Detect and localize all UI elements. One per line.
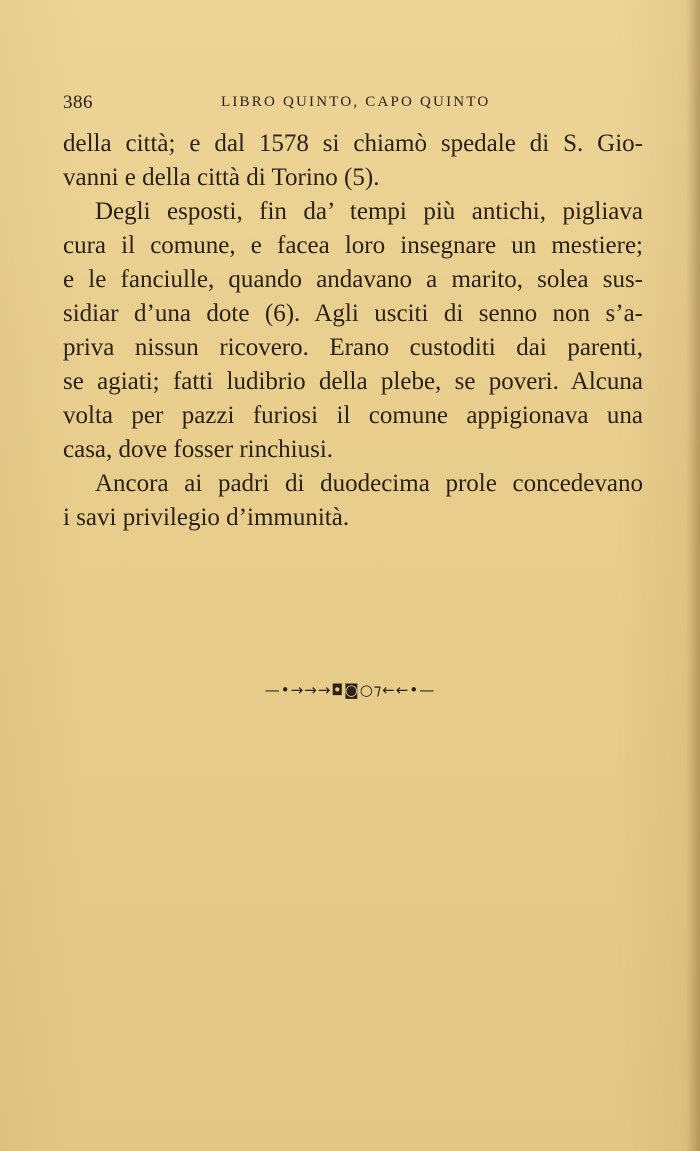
text-line: i savi privilegio d’immunità. [63,504,350,531]
running-head [63,92,643,114]
text-line: priva nissun ricovero. Erano custoditi dai parenti, [63,334,643,361]
page-number: 386 [63,92,93,113]
text-line: Ancora ai padri di duodecima prole concedevano [95,470,643,497]
text-line: volta per pazzi furiosi il comune appigionava una [63,402,643,429]
text-line: sidiar d’una dote (6). Agli usciti di senno non s’a- [63,300,643,327]
text-line: e le fanciulle, quando andavano a marito, solea sus- [63,266,643,293]
text-line: della città; e dal 1578 si chiamò spedale di S. Gio- [63,130,643,157]
text-line: vanni e della città di Torino (5). [63,164,380,191]
text-line: casa, dove fosser rinchiusi. [63,436,334,463]
page-edge-shadow [686,0,700,1151]
section-end-ornament: —•→→→◘◙○⁊←←•— [264,681,436,699]
text-line: Degli esposti, fin da’ tempi più antichi, pigliava [95,198,643,225]
chapter-heading: LIBRO QUINTO, CAPO QUINTO [221,94,491,110]
body-text [63,127,643,535]
text-line: se agiati; fatti ludibrio della plebe, se poveri. Alcuna [63,368,643,395]
text-line: cura il comune, e facea loro insegnare un mestiere; [63,232,643,259]
